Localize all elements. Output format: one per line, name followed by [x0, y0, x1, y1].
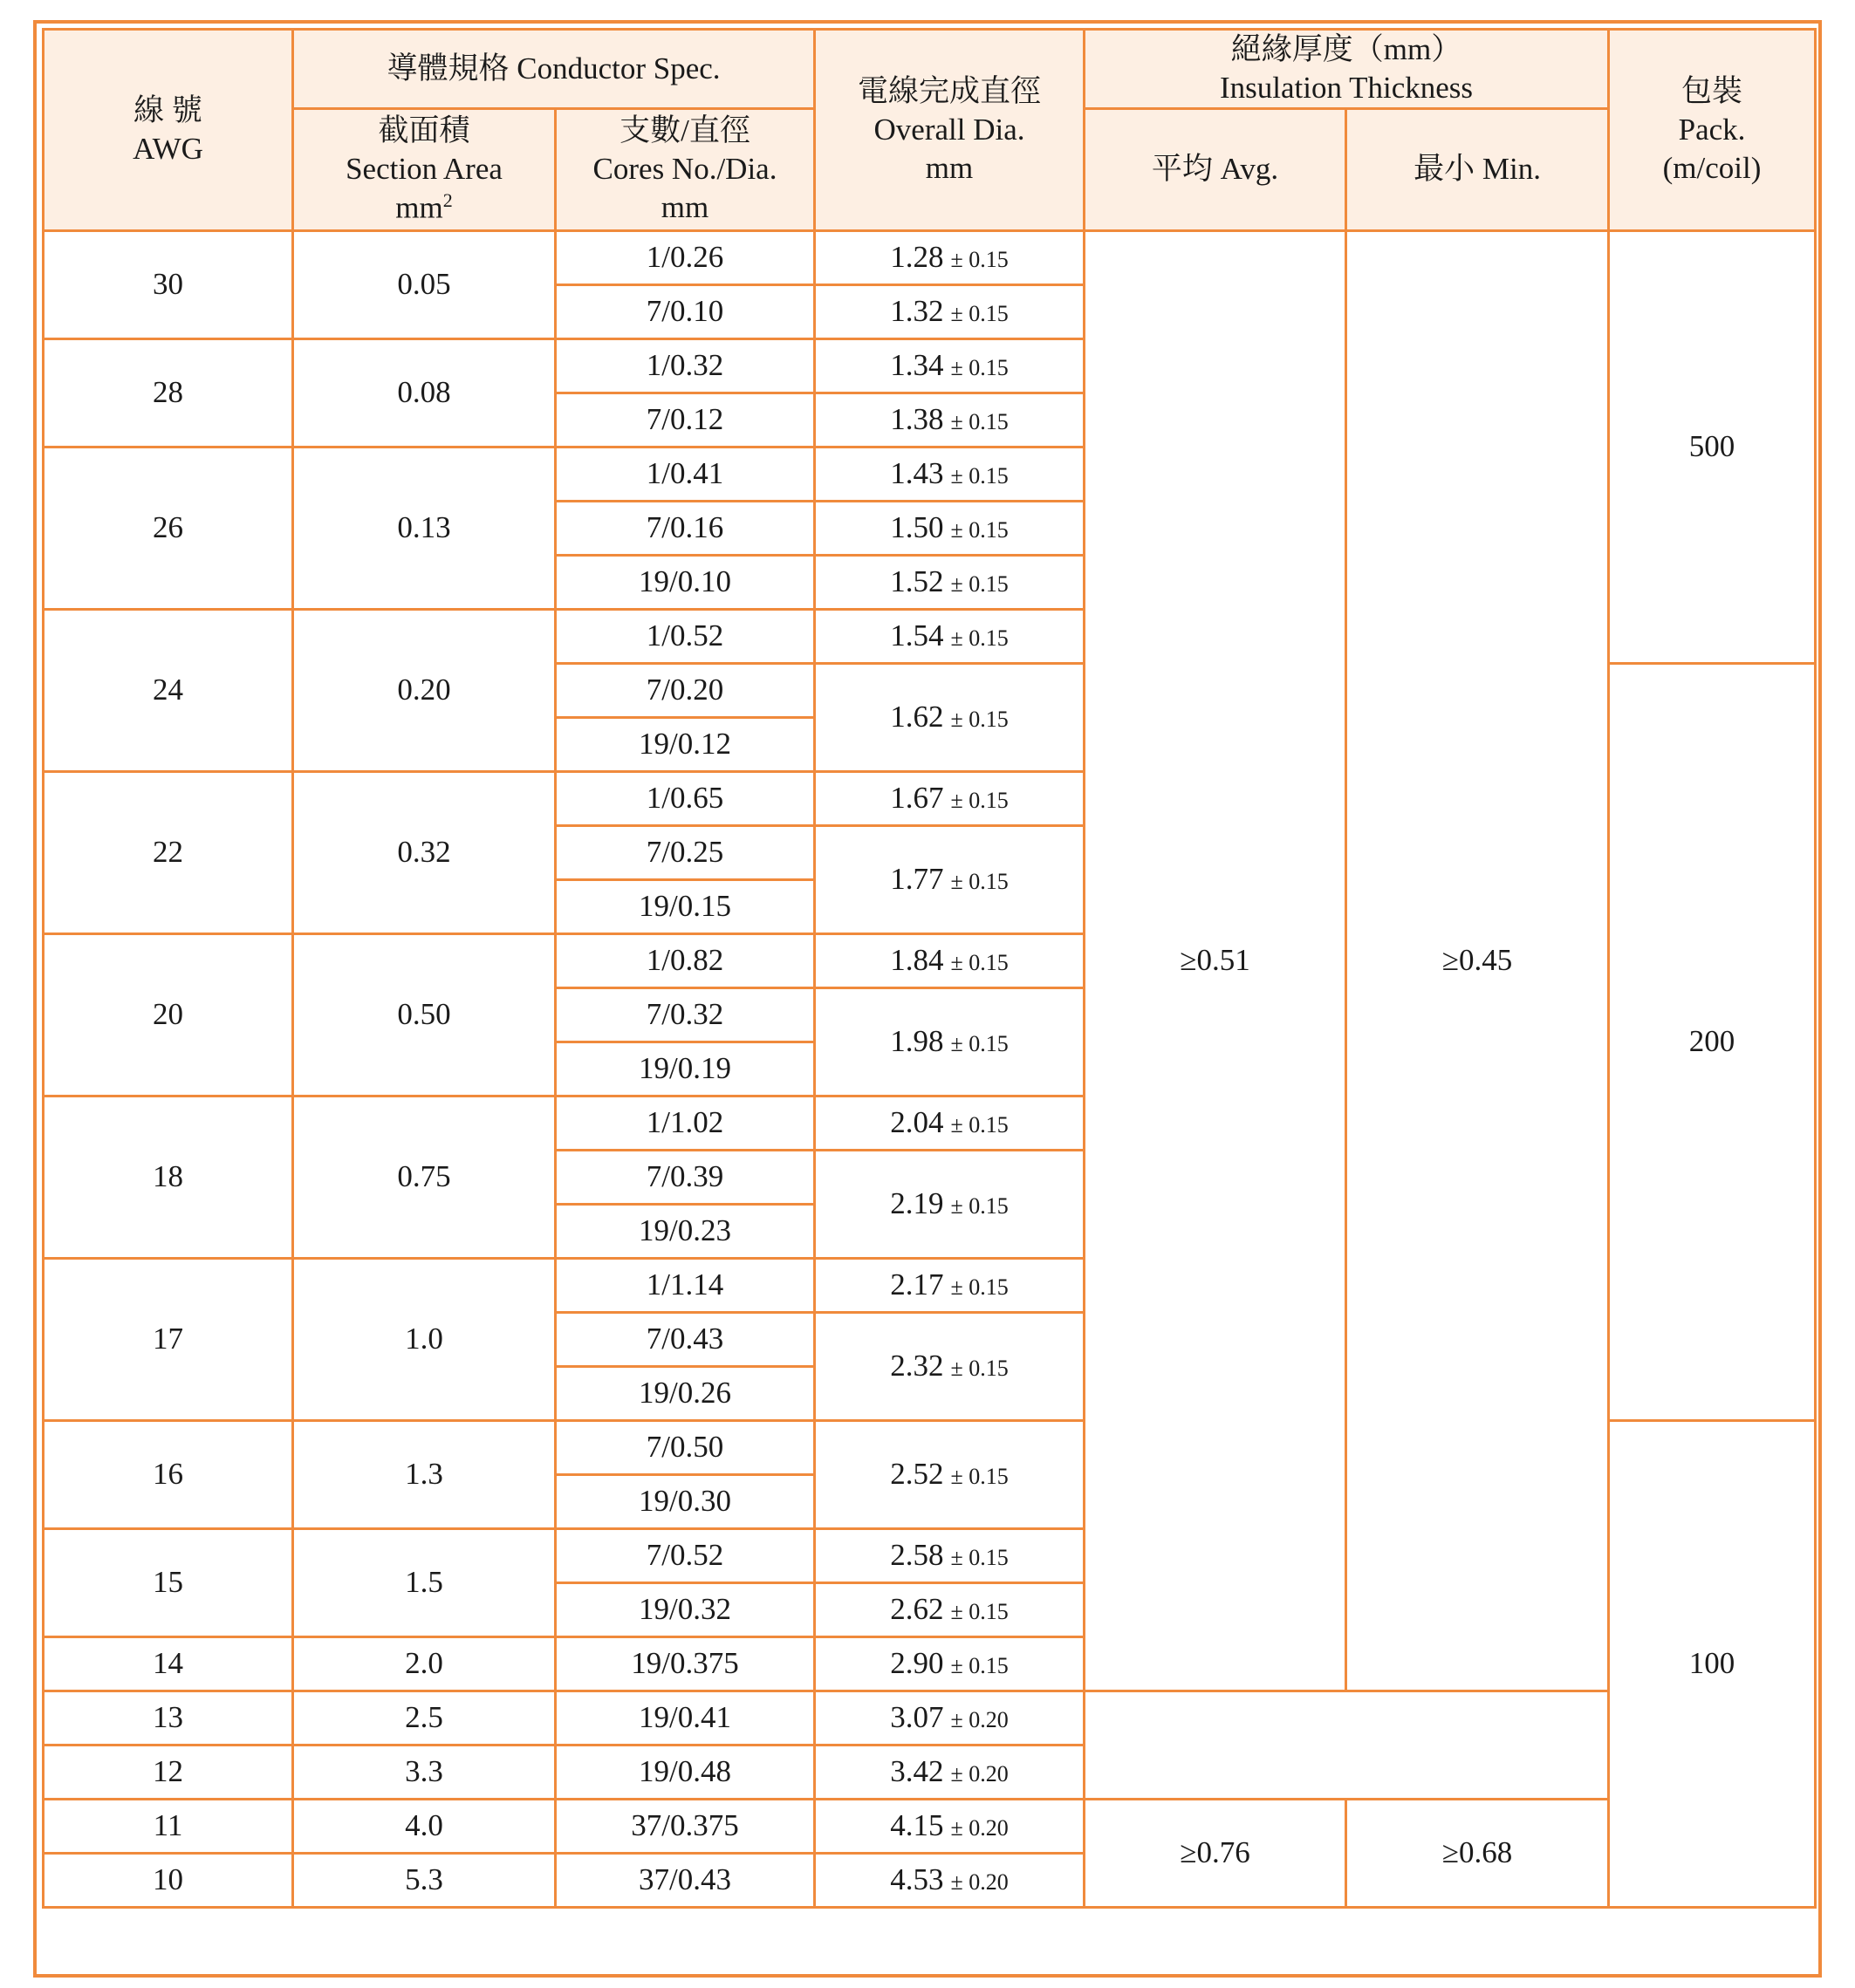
awg-cell: 30	[44, 230, 293, 338]
dia-cell: 2.04 ± 0.15	[815, 1096, 1085, 1150]
cores-cell: 7/0.39	[556, 1150, 815, 1204]
insulation-min-main: ≥0.45	[1346, 230, 1609, 1691]
header-pack-unit: (m/coil)	[1662, 150, 1762, 185]
area-cell: 2.5	[293, 1691, 556, 1745]
awg-cell: 15	[44, 1528, 293, 1636]
awg-cell: 26	[44, 447, 293, 609]
dia-cell: 1.50 ± 0.15	[815, 501, 1085, 555]
dia-cell: 2.52 ± 0.15	[815, 1420, 1085, 1528]
header-section-area	[293, 108, 556, 230]
awg-cell: 10	[44, 1853, 293, 1907]
area-cell: 0.05	[293, 230, 556, 338]
dia-cell: 1.34 ± 0.15	[815, 338, 1085, 393]
cores-cell: 1/0.26	[556, 230, 815, 284]
awg-cell: 22	[44, 771, 293, 933]
header-area-en: Section Area	[346, 151, 503, 186]
cores-cell: 7/0.52	[556, 1528, 815, 1582]
cores-cell: 19/0.23	[556, 1204, 815, 1258]
dia-cell: 2.90 ± 0.15	[815, 1636, 1085, 1691]
header-conductor: 導體規格 Conductor Spec.	[293, 30, 815, 109]
header-pack	[1609, 30, 1816, 231]
wire-spec-table	[42, 28, 1817, 1909]
header-cores-en: Cores No./Dia.	[592, 152, 777, 187]
insulation-avg-large: ≥0.76	[1085, 1799, 1346, 1907]
table-row	[44, 1691, 1816, 1745]
pack-200: 200	[1609, 663, 1816, 1420]
area-cell: 5.3	[293, 1853, 556, 1907]
area-cell: 2.0	[293, 1636, 556, 1691]
awg-cell: 24	[44, 609, 293, 771]
header-awg-zh: 線 號	[133, 93, 202, 127]
header-area-unit: $mm^2$	[395, 188, 453, 225]
pack-500: 500	[1609, 230, 1816, 663]
cores-cell: 19/0.12	[556, 717, 815, 771]
cores-cell: 1/1.02	[556, 1096, 815, 1150]
cores-cell: 7/0.32	[556, 987, 815, 1042]
header-avg: 平均 Avg.	[1085, 108, 1346, 230]
area-cell: 1.3	[293, 1420, 556, 1528]
cores-cell: 37/0.375	[556, 1799, 815, 1853]
dia-cell: 2.58 ± 0.15	[815, 1528, 1085, 1582]
cores-cell: 1/1.14	[556, 1258, 815, 1312]
cores-cell: 1/0.65	[556, 771, 815, 825]
area-cell: 0.20	[293, 609, 556, 771]
dia-cell: 1.43 ± 0.15	[815, 447, 1085, 501]
cores-cell: 19/0.26	[556, 1366, 815, 1420]
dia-cell: 2.17 ± 0.15	[815, 1258, 1085, 1312]
awg-cell: 20	[44, 933, 293, 1096]
insulation-min-large: ≥0.68	[1346, 1799, 1609, 1907]
dia-cell: 1.38 ± 0.15	[815, 393, 1085, 447]
awg-cell: 14	[44, 1636, 293, 1691]
cores-cell: 19/0.30	[556, 1474, 815, 1528]
dia-cell: 2.32 ± 0.15	[815, 1312, 1085, 1420]
area-cell: 1.0	[293, 1258, 556, 1420]
cores-cell: 1/0.52	[556, 609, 815, 663]
awg-cell: 17	[44, 1258, 293, 1420]
header-awg-en: AWG	[133, 131, 203, 166]
dia-cell: 1.52 ± 0.15	[815, 555, 1085, 609]
dia-cell: 1.54 ± 0.15	[815, 609, 1085, 663]
table-row	[44, 230, 1816, 284]
cores-cell: 1/0.41	[556, 447, 815, 501]
dia-cell: 1.62 ± 0.15	[815, 663, 1085, 771]
dia-cell: 4.15 ± 0.20	[815, 1799, 1085, 1853]
cores-cell: 1/0.32	[556, 338, 815, 393]
cores-cell: 7/0.16	[556, 501, 815, 555]
cores-cell: 19/0.41	[556, 1691, 815, 1745]
pack-100: 100	[1609, 1420, 1816, 1907]
header-awg	[44, 30, 293, 231]
cores-cell: 19/0.375	[556, 1636, 815, 1691]
cores-cell: 7/0.50	[556, 1420, 815, 1474]
table-row	[44, 1799, 1816, 1853]
table-row	[44, 1745, 1816, 1799]
area-cell: 4.0	[293, 1799, 556, 1853]
header-overall-dia	[815, 30, 1085, 231]
cores-cell: 37/0.43	[556, 1853, 815, 1907]
header-cores-zh: 支數/直徑	[619, 113, 750, 148]
dia-cell: 2.62 ± 0.15	[815, 1582, 1085, 1636]
header-dia-en: Overall Dia.	[873, 112, 1025, 147]
cores-cell: 19/0.15	[556, 879, 815, 933]
awg-cell: 18	[44, 1096, 293, 1258]
cores-cell: 7/0.10	[556, 284, 815, 338]
dia-cell: 1.28 ± 0.15	[815, 230, 1085, 284]
awg-cell: 28	[44, 338, 293, 447]
dia-cell: 1.98 ± 0.15	[815, 987, 1085, 1096]
area-cell: 0.75	[293, 1096, 556, 1258]
area-cell: 0.13	[293, 447, 556, 609]
awg-cell: 16	[44, 1420, 293, 1528]
header-ins-zh: 絕緣厚度（mm）	[1230, 32, 1462, 66]
area-cell: 3.3	[293, 1745, 556, 1799]
dia-cell: 2.19 ± 0.15	[815, 1150, 1085, 1258]
header-pack-en: Pack.	[1678, 112, 1746, 147]
cores-cell: 7/0.25	[556, 825, 815, 879]
cores-cell: 7/0.20	[556, 663, 815, 717]
header-pack-zh: 包裝	[1681, 74, 1743, 109]
dia-cell: 1.32 ± 0.15	[815, 284, 1085, 338]
cores-cell: 19/0.48	[556, 1745, 815, 1799]
insulation-avg-main: ≥0.51	[1085, 230, 1346, 1691]
cores-cell: 7/0.12	[556, 393, 815, 447]
dia-cell: 1.77 ± 0.15	[815, 825, 1085, 933]
dia-cell: 3.42 ± 0.20	[815, 1745, 1085, 1799]
area-cell: 1.5	[293, 1528, 556, 1636]
header-min: 最小 Min.	[1346, 108, 1609, 230]
header-dia-unit: mm	[925, 150, 974, 185]
dia-cell: 1.67 ± 0.15	[815, 771, 1085, 825]
dia-cell: 3.07 ± 0.20	[815, 1691, 1085, 1745]
cores-cell: 19/0.10	[556, 555, 815, 609]
cores-cell: 1/0.82	[556, 933, 815, 987]
header-cores	[556, 108, 815, 230]
header-insulation	[1085, 30, 1609, 109]
area-cell: 0.32	[293, 771, 556, 933]
cores-cell: 19/0.19	[556, 1042, 815, 1096]
header-ins-en: Insulation Thickness	[1220, 70, 1474, 105]
awg-cell: 12	[44, 1745, 293, 1799]
area-cell: 0.08	[293, 338, 556, 447]
area-cell: 0.50	[293, 933, 556, 1096]
header-cores-unit: mm	[661, 189, 709, 224]
dia-cell: 1.84 ± 0.15	[815, 933, 1085, 987]
awg-cell: 13	[44, 1691, 293, 1745]
header-area-zh: 截面積	[378, 113, 470, 148]
dia-cell: 4.53 ± 0.20	[815, 1853, 1085, 1907]
awg-cell: 11	[44, 1799, 293, 1853]
cores-cell: 19/0.32	[556, 1582, 815, 1636]
cores-cell: 7/0.43	[556, 1312, 815, 1366]
header-dia-zh: 電線完成直徑	[858, 74, 1042, 109]
